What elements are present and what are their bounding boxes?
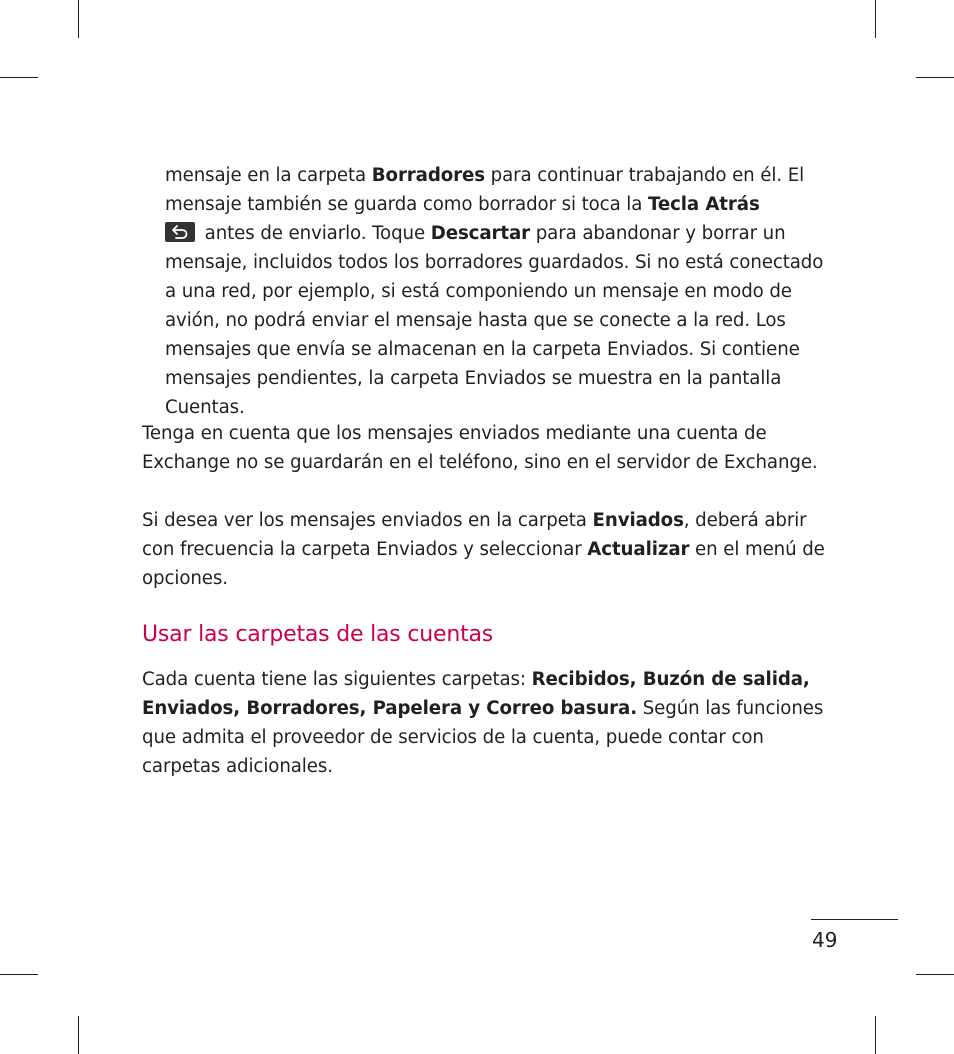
text-span: en el menú de opciones. <box>142 539 825 589</box>
crop-mark-bottom-left-horizontal <box>0 974 38 975</box>
crop-mark-bottom-left-vertical <box>78 1016 79 1054</box>
text-span: antes de enviarlo. Toque <box>199 223 431 244</box>
crop-mark-bottom-right-vertical <box>875 1016 876 1054</box>
paragraph-exchange-note: Tenga en cuenta que los mensajes enviados mediante una cuenta de Exchange no se guardarán en el teléfono, sino en el servidor de Exchange. <box>142 423 818 473</box>
term-actualizar: Actualizar <box>587 539 690 560</box>
text-span: Según las funciones que admita el proveedor de servicios de la cuenta, puede contar con carpetas adicionales. <box>142 698 824 777</box>
paragraph-refresh-sent <box>142 506 832 593</box>
page-number-rule <box>811 919 898 920</box>
crop-mark-top-right-vertical <box>875 0 876 38</box>
term-borradores: Borradores <box>371 165 485 186</box>
crop-mark-top-left-horizontal <box>0 77 38 78</box>
text-span: para continuar trabajando en él. El mensaje también se guarda como borrador si toca la <box>165 165 805 215</box>
text-span: Si desea ver los mensajes enviados en la carpeta <box>142 510 593 531</box>
section-heading: Usar las carpetas de las cuentas <box>142 622 494 647</box>
text-span: Cada cuenta tiene las siguientes carpetas: <box>142 669 532 690</box>
term-tecla-atras: Tecla Atrás <box>647 194 760 215</box>
term-folder-list: Recibidos, Buzón de salida, Enviados, Borradores, Papelera y Correo basura. <box>142 669 810 719</box>
text-span: , deberá abrir con frecuencia la carpeta Enviados y seleccionar <box>142 510 807 560</box>
crop-mark-bottom-right-horizontal <box>916 974 954 975</box>
term-descartar: Descartar <box>430 223 531 244</box>
text-span: para abandonar y borrar un mensaje, incluidos todos los borradores guardados. Si no está conectado a una red, por ejemplo, si está componiendo un mensaje en modo de avión, no podrá enviar el mensaje hasta que se conecte a la red. Los mensajes que envía se almacenan en la carpeta Enviados. Si contiene mensajes pendientes, la carpeta Enviados se muestra en la pantalla Cuentas. <box>165 223 824 418</box>
paragraph-account-folders <box>142 665 832 781</box>
text-span: mensaje en la carpeta <box>165 165 372 186</box>
paragraph-drafts-and-sent <box>165 161 829 422</box>
page-number: 49 <box>812 928 838 952</box>
back-arrow-icon <box>165 222 195 242</box>
crop-mark-top-right-horizontal <box>916 77 954 78</box>
term-enviados: Enviados <box>592 510 684 531</box>
crop-mark-top-left-vertical <box>78 0 79 38</box>
